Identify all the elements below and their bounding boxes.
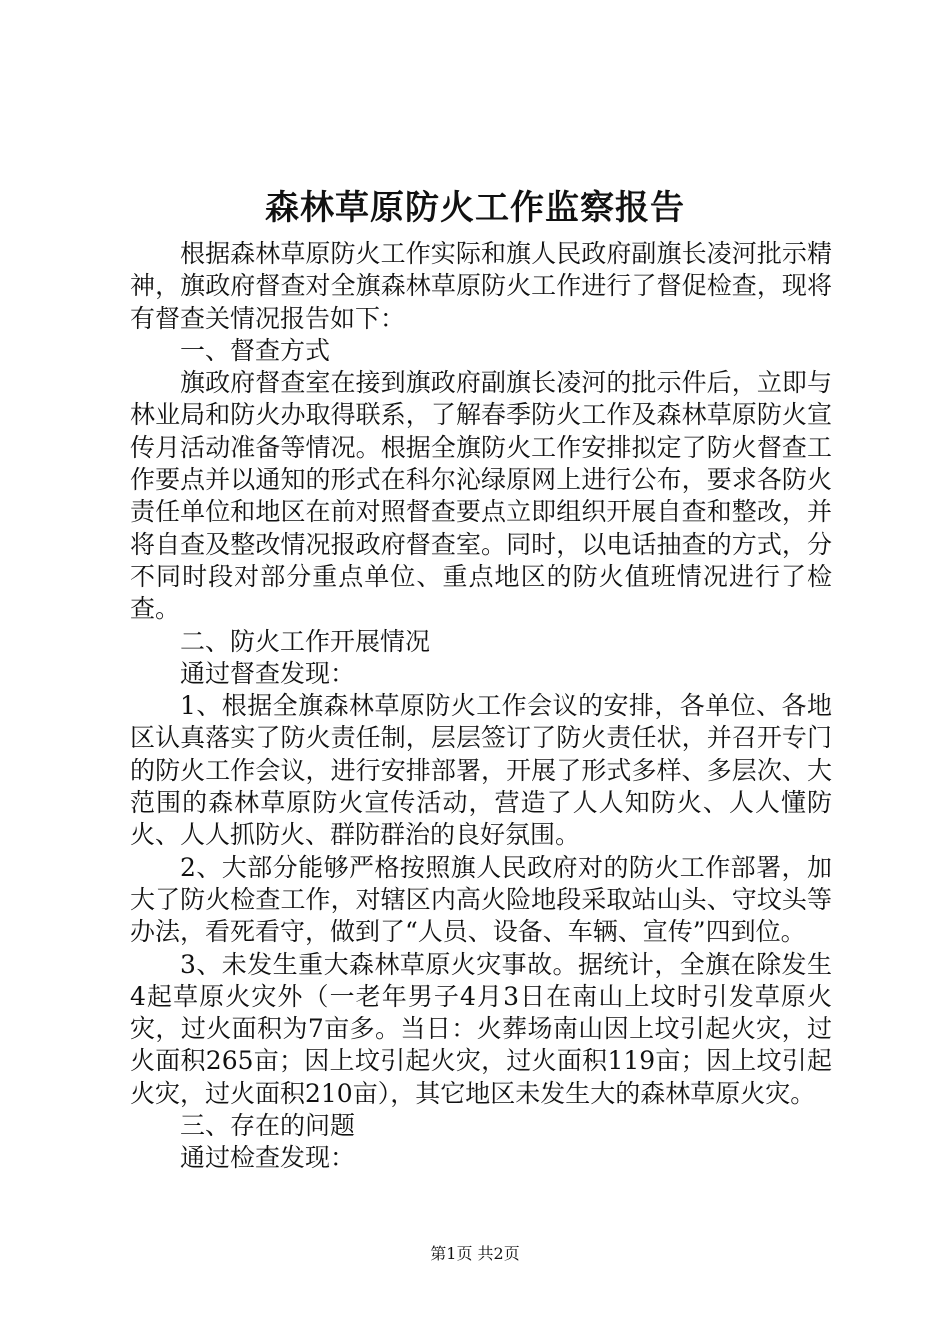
paragraph-intro: 根据森林草原防火工作实际和旗人民政府副旗长凌河批示精神，旗政府督查对全旗森林草原防火工作进行了督促检查，现将有督查关情况报告如下： <box>130 239 832 333</box>
section-heading-2: 二、防火工作开展情况 <box>180 626 431 656</box>
paragraph-item-2: 2、大部分能够严格按照旗人民政府对的防火工作部署，加大了防火检查工作，对辖区内高火险地段采取站山头、守坟头等办法，看死看守，做到了“人员、设备、车辆、宣传”四到位。 <box>130 852 832 947</box>
paragraph-item-3: 3、未发生重大森林草原火灾事故。据统计，全旗在除发生4起草原火灾外（一老年男子4月3日在南山上坟时引发草原火灾，过火面积为7亩多。当日：火葬场南山因上坟引起火灾，过火面积265亩；因上坟引起火灾，过火面积119亩；因上坟引起火灾，过火面积210亩），其它地区未发生大的森林草原火灾。 <box>130 949 832 1108</box>
document-title: 森林草原防火工作监察报告 <box>265 188 685 228</box>
section-heading-1: 一、督查方式 <box>180 335 331 365</box>
page-number: 第1页 共2页 <box>430 1244 520 1263</box>
paragraph-item-1: 1、根据全旗森林草原防火工作会议的安排，各单位、各地区认真落实了防火责任制，层层签订了防火责任状，并召开专门的防火工作会议，进行安排部署，开展了形式多样、多层次、大范围的森林草原防火宣传活动，营造了人人知防火、人人懂防火、人人抓防火、群防群治的良好氛围。 <box>130 691 832 850</box>
paragraph-finding-lead: 通过督查发现： <box>180 658 356 688</box>
paragraph-method: 旗政府督查室在接到旗政府副旗长凌河的批示件后，立即与林业局和防火办取得联系，了解春季防火工作及森林草原防火宣传月活动准备等情况。根据全旗防火工作安排拟定了防火督查工作要点并以通知的形式在科尔沁绿原网上进行公布，要求各防火责任单位和地区在前对照督查要点立即组织开展自查和整改，并将自查及整改情况报政府督查室。同时，以电话抽查的方式，分不同时段对部分重点单位、重点地区的防火值班情况进行了检查。 <box>130 368 832 624</box>
paragraph-problem-lead: 通过检查发现： <box>180 1143 356 1173</box>
section-heading-3: 三、存在的问题 <box>180 1111 356 1141</box>
document-body <box>130 238 832 1175</box>
